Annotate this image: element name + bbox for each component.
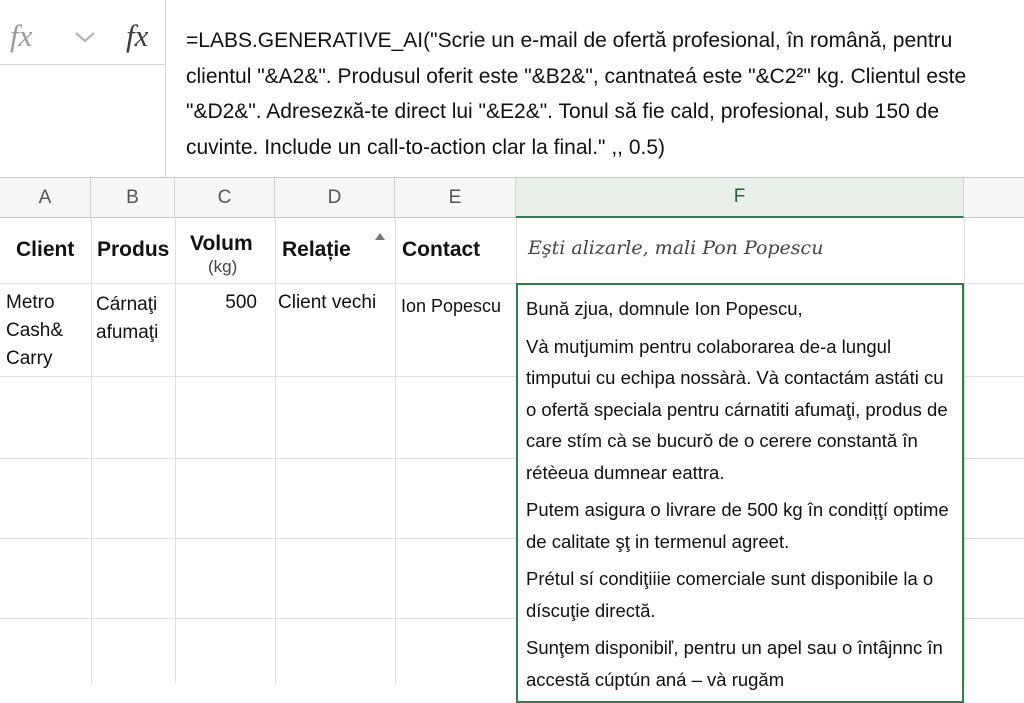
cell-b1-produs[interactable]: Produs	[97, 238, 170, 261]
gridline	[964, 458, 1024, 459]
gridline	[964, 376, 1024, 377]
cell-d2-relatie[interactable]: Client vechi	[278, 292, 377, 313]
email-paragraph: Sunţem disponibiľ, pentru un apel sau o întâjnnc în accestă cúptún aná – và rugăm	[526, 637, 943, 690]
email-paragraph: Putem asigura o livrare de 500 kg în condițţí optime de calitate şţ in termenul agreet.	[526, 499, 949, 552]
chevron-down-icon[interactable]	[74, 30, 96, 44]
email-paragraph: Và mutjumim pentru colaborarea de-a lungul timputui cu echipa nossàrà. Và contactám astáti cu o ofertă speciala pentru cárnatiti afumaţi, produs de care stím cà se bucurŏ de o cerere constantă în rétèeua dumnear eattra.	[526, 335, 948, 483]
gridline	[91, 218, 92, 683]
spreadsheet-grid	[0, 178, 1024, 690]
column-header-f[interactable]: F	[516, 178, 964, 218]
formula-bar-separator	[165, 0, 166, 178]
cell-f1[interactable]: Eşti alizarle, mali Pon Popescu	[528, 237, 824, 259]
cell-text-line: afumaţi	[96, 322, 159, 343]
column-header-g[interactable]	[964, 178, 1024, 218]
gridline	[0, 458, 516, 459]
cell-c2-volum[interactable]: 500	[225, 292, 257, 313]
gridline	[964, 618, 1024, 619]
cell-d1-relatie[interactable]: Relație	[282, 238, 351, 261]
column-header-c[interactable]: C	[175, 178, 275, 218]
cell-e1-contact[interactable]: Contact	[402, 238, 481, 261]
cell-text-line: Cash&	[6, 320, 64, 341]
cell-text-line: Metro	[6, 292, 55, 313]
formula-input[interactable]: =LABS.GENERATIVE_AI("Scrie un e-mail de ofertă profesional, în română, pentru clientul "&A2&". Produsul oferit este "&B2&", cantnateá este "&C2²" kg. Clientul este "&D2&". Adresezкă-te direct lui "&E2&". Tonul să fie cald, profesional, sub 150 de cuvinte. Include un call-to-action clar la final." ,, 0.5)	[186, 29, 967, 159]
gridline	[0, 538, 516, 539]
email-paragraph: Prétul sí condiţiiie comerciale sunt disponibile la o díscuţie directă.	[526, 568, 934, 621]
name-box-divider	[0, 64, 165, 65]
cell-c1-volum[interactable]: Volum	[190, 232, 253, 255]
formula-bar	[0, 0, 1024, 178]
sort-indicator-icon[interactable]	[375, 233, 385, 240]
gridline	[964, 218, 965, 683]
cell-a2-client[interactable]	[6, 289, 63, 373]
gridline	[0, 618, 516, 619]
gridline	[275, 218, 276, 683]
generated-email-text	[526, 293, 958, 701]
cell-a1-client[interactable]: Client	[16, 238, 75, 261]
cell-b2-produs[interactable]	[96, 291, 158, 347]
column-header-e[interactable]: E	[395, 178, 516, 218]
gridline	[0, 376, 516, 377]
column-header-a[interactable]: A	[0, 178, 91, 218]
gridline	[175, 218, 176, 683]
name-box-fx-icon[interactable]: fx	[10, 18, 33, 53]
cell-e2-contact[interactable]: Ion Popescu	[401, 296, 502, 316]
cell-c1-unit: (kg)	[208, 257, 238, 276]
cell-text-line: Carry	[6, 348, 53, 369]
column-header-b[interactable]: B	[91, 178, 175, 218]
gridline	[395, 218, 396, 683]
email-paragraph: Bună zjua, domnule Ion Popescu,	[526, 298, 803, 319]
insert-function-fx-icon[interactable]: fx	[126, 18, 149, 53]
column-header-d[interactable]: D	[275, 178, 395, 218]
gridline	[964, 538, 1024, 539]
cell-text-line: Cárnaţi	[96, 294, 158, 315]
